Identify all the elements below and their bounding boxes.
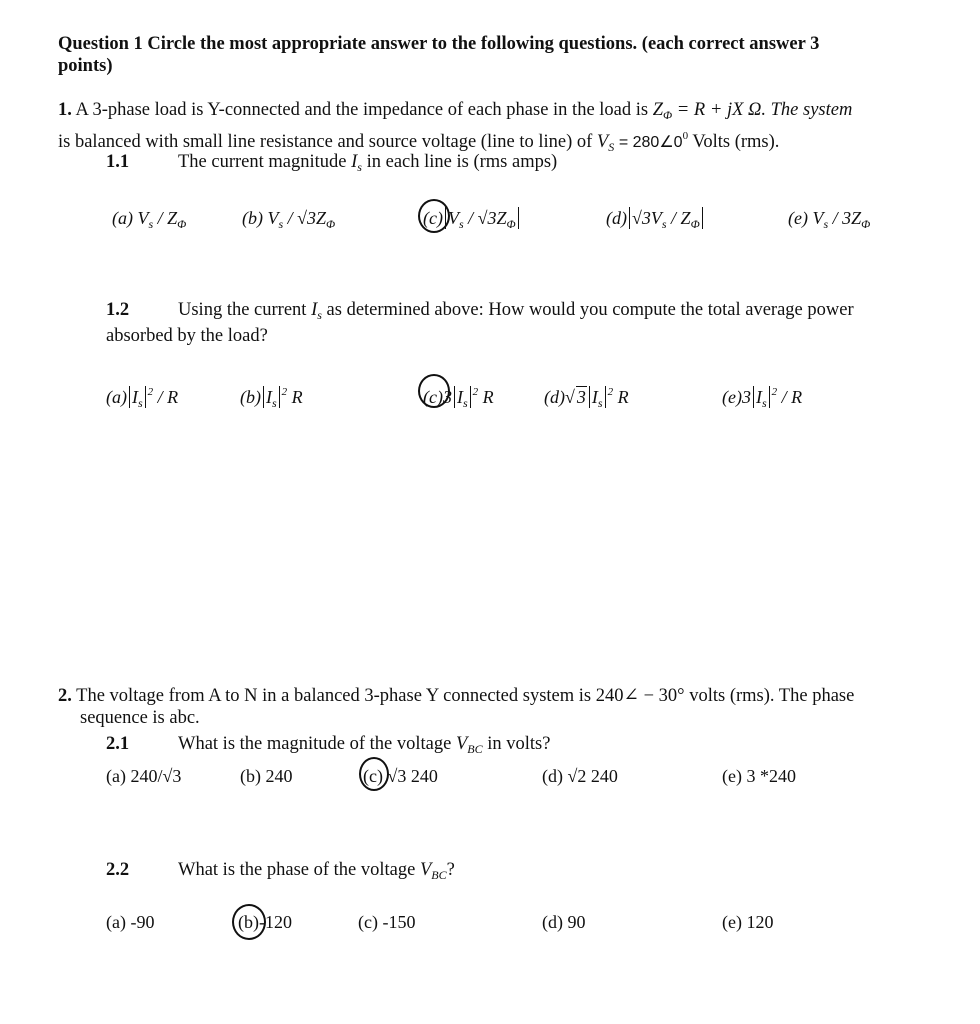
q22-option-e[interactable]: (e) 120 xyxy=(722,912,774,932)
q11-question xyxy=(178,150,557,179)
q1-vs-sub: S xyxy=(608,140,615,154)
q12-option-d[interactable]: (d)√ 3 $I_s^2$ R xyxy=(544,386,629,410)
q21-option-e[interactable]: (e) 3 *240 xyxy=(722,766,796,786)
q1-vs-unit: Volts (rms). xyxy=(692,132,780,152)
q11-option-e[interactable]: (e) $V_s / 3Z_\Phi$ xyxy=(788,208,871,231)
q12-question-line1: Using the current $I_s$ as determined above: How would you compute the total average power xyxy=(178,300,854,322)
q21-option-a[interactable]: (a) 240/√3 xyxy=(106,766,182,786)
q11-text-pre: The current magnitude xyxy=(178,152,347,172)
q1-vs: V xyxy=(596,132,609,152)
q11-var-sub: s xyxy=(357,160,362,174)
q12-question-line2: absorbed by the load? xyxy=(106,326,268,346)
q12-option-c[interactable]: (c)3 $I_s^2$ R xyxy=(423,386,494,410)
question-header-line1: Question 1 Circle the most appropriate answer to the following questions. (each correct answer 3 xyxy=(58,34,820,54)
q21-option-b[interactable]: (b) 240 xyxy=(240,766,293,786)
q2-phasor: 240∠ − 30° xyxy=(595,686,685,706)
q1-text-b: is balanced with small line resistance and source voltage (line to line) of xyxy=(58,132,593,152)
q1-impedance-sub: Φ xyxy=(663,108,673,122)
q1-impedance-rhs: = R + jX Ω. The system xyxy=(676,100,853,120)
q22-number: 2.2 xyxy=(106,860,130,880)
q12-number: 1.2 xyxy=(106,300,130,320)
q12-option-e[interactable]: (e)3 $I_s^2$ / R xyxy=(722,386,803,410)
q1-statement-line1 xyxy=(58,98,852,127)
q11-number: 1.1 xyxy=(106,152,130,172)
q12-option-a[interactable]: (a) $I_s^2$ / R xyxy=(106,386,179,410)
q11-var: I xyxy=(351,152,358,172)
q21-question: What is the magnitude of the voltage $V_{BC}$ in volts? xyxy=(178,734,551,756)
q11-option-a[interactable]: (a) $V_s / Z_\Phi$ xyxy=(112,208,187,231)
q22-option-d[interactable]: (d) 90 xyxy=(542,912,586,932)
q11-option-c[interactable]: (c) $V_s / √3Z_\Phi$ xyxy=(423,206,521,236)
q1-number: 1. xyxy=(58,100,72,120)
q11-option-d[interactable]: (d) $√3V_s / Z_\Phi$ xyxy=(606,206,705,236)
q2-statement-line2: sequence is abc. xyxy=(80,708,200,728)
q11-option-b[interactable]: (b) $V_s / √3Z_\Phi$ xyxy=(242,208,336,231)
q22-option-c[interactable]: (c) -150 xyxy=(358,912,416,932)
q21-option-c[interactable]: (c) √3 240 xyxy=(363,766,438,786)
q22-question: What is the phase of the voltage $V_{BC}$? xyxy=(178,860,455,882)
q1-text-a: A 3-phase load is Y-connected and the impedance of each phase in the load is xyxy=(75,100,649,120)
q2-statement-line1: 2. The voltage from A to N in a balanced 3-phase Y connected system is 240∠ − 30° volts (rms). The phase xyxy=(58,686,855,706)
q1-vs-rhs: = 280∠0 xyxy=(618,134,683,151)
q1-vs-deg: 0 xyxy=(682,130,689,142)
q12-option-b[interactable]: (b) $I_s^2$ R xyxy=(240,386,303,410)
q11-text-post: in each line is (rms amps) xyxy=(366,152,558,172)
question-header-line2: points) xyxy=(58,56,113,76)
q22-option-a[interactable]: (a) -90 xyxy=(106,912,155,932)
q22-option-b[interactable]: (b)-120 xyxy=(238,912,292,932)
q1-impedance: Z xyxy=(652,100,664,120)
q21-option-d[interactable]: (d) √2 240 xyxy=(542,766,618,786)
q21-number: 2.1 xyxy=(106,734,130,754)
